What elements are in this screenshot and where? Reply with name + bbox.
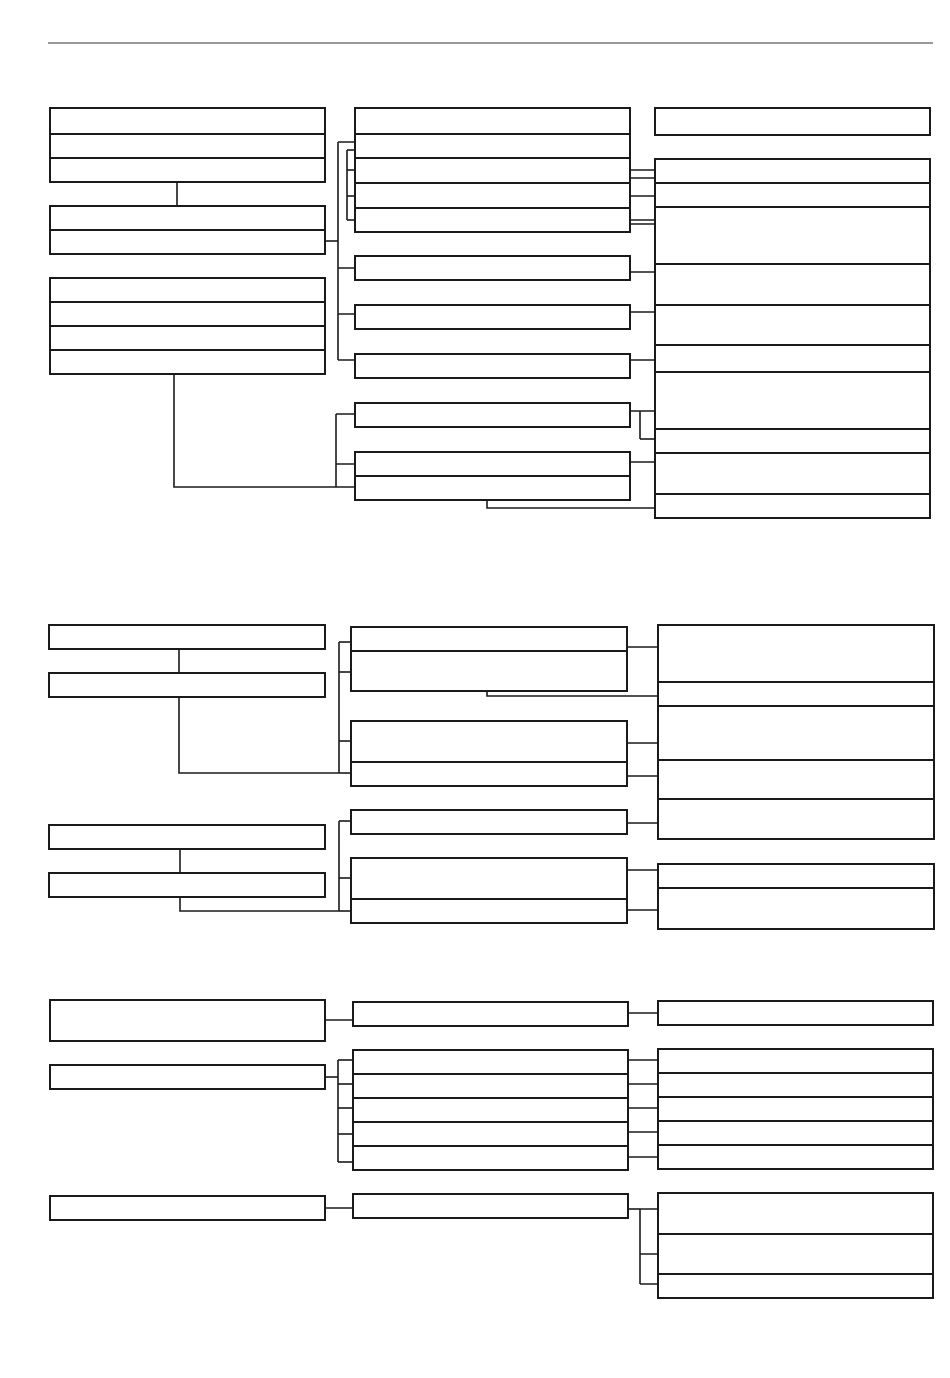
diagram-box [658, 1274, 933, 1298]
diagram-box [49, 873, 325, 897]
diagram-box [655, 372, 930, 429]
diagram-box [655, 453, 930, 494]
diagram-box [355, 476, 630, 500]
diagram-box [658, 1049, 933, 1073]
diagram-box [355, 108, 630, 134]
diagram-box [351, 762, 627, 786]
diagram-box [351, 721, 627, 762]
diagram-box [658, 760, 934, 799]
diagram-box [49, 673, 325, 697]
diagram-box [351, 627, 627, 651]
diagram-box [355, 208, 630, 232]
diagram-box [655, 305, 930, 345]
diagram-box [50, 158, 325, 182]
connector-line [179, 697, 339, 773]
diagram-box [351, 810, 627, 834]
diagram-box [50, 302, 325, 326]
diagram-box [50, 1196, 325, 1220]
diagram-box [50, 1000, 325, 1041]
diagram-box [355, 256, 630, 280]
diagram-box [658, 864, 934, 888]
diagram-box [50, 278, 325, 302]
diagram-box [655, 264, 930, 305]
diagram-box [50, 326, 325, 350]
diagram-box [351, 899, 627, 923]
diagram-box [50, 206, 325, 230]
diagram-box [655, 159, 930, 183]
diagram-box [658, 888, 934, 929]
diagram-box [353, 1002, 628, 1026]
diagram-box [355, 452, 630, 476]
diagram-box [353, 1074, 628, 1098]
diagram-box [50, 1065, 325, 1089]
connector-line [180, 897, 339, 911]
diagram-box [355, 354, 630, 378]
diagram-box [355, 183, 630, 208]
diagram-box [658, 1193, 933, 1234]
diagram-box [351, 651, 627, 691]
diagram-box [49, 825, 325, 849]
diagram-box [50, 230, 325, 254]
diagram-box [49, 625, 325, 649]
diagram-box [50, 108, 325, 134]
connector-line [174, 374, 336, 487]
diagram-box [658, 1001, 933, 1025]
diagram-box [353, 1098, 628, 1122]
diagram-box [655, 207, 930, 264]
diagram-box [658, 1145, 933, 1169]
diagram-box [658, 1121, 933, 1145]
diagram-box [658, 1073, 933, 1097]
diagram-box [355, 403, 630, 427]
diagram-box [655, 429, 930, 453]
connector-line [487, 500, 655, 508]
diagram-box [50, 350, 325, 374]
diagram-box [355, 305, 630, 329]
diagram-box [655, 345, 930, 372]
diagram-box [655, 494, 930, 518]
diagram-box [658, 1097, 933, 1121]
diagram-box [655, 108, 930, 135]
diagram-box [353, 1146, 628, 1170]
diagram-box [658, 799, 934, 839]
diagram-box [658, 1234, 933, 1274]
diagram-box [353, 1194, 628, 1218]
diagram-box [658, 625, 934, 682]
diagram-box [658, 706, 934, 760]
diagram-box [353, 1122, 628, 1146]
diagram-box [355, 134, 630, 158]
diagram-box [353, 1050, 628, 1074]
diagram-box [50, 134, 325, 158]
diagram-box [355, 158, 630, 183]
diagram-box [351, 858, 627, 899]
diagram-box [655, 183, 930, 207]
diagram-box [658, 682, 934, 706]
